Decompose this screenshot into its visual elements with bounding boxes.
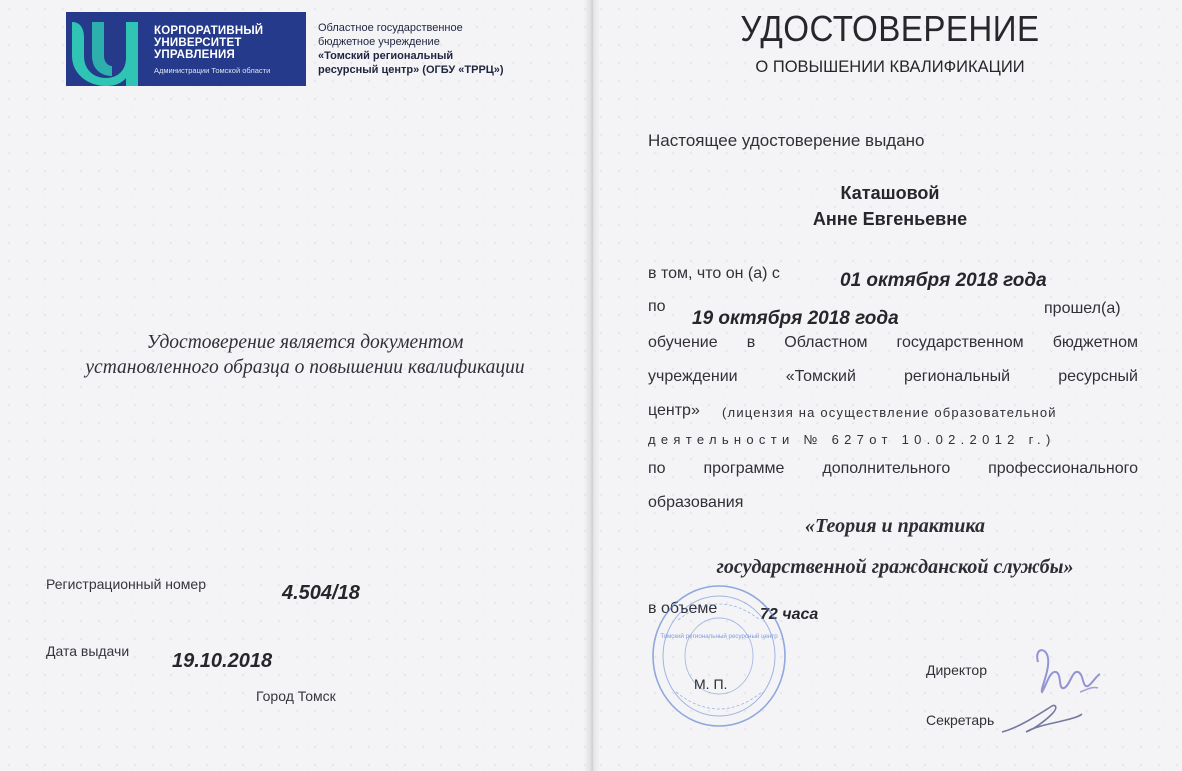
- director-label: Директор: [926, 662, 987, 678]
- body-line-5: по программе дополнительного профессионального: [648, 460, 1138, 477]
- logo-title: [154, 25, 304, 61]
- statement-line-2: установленного образца о повышении квалификации: [85, 357, 525, 378]
- volume-value: 72 часа: [760, 606, 819, 623]
- start-date: 01 октября 2018 года: [840, 270, 1047, 291]
- statement-line-1: Удостоверение является документом: [146, 332, 464, 353]
- official-stamp: [648, 580, 790, 730]
- logo-line-3: УПРАВЛЕНИЯ: [154, 49, 235, 61]
- issue-date-value: 19.10.2018: [172, 650, 273, 672]
- secretary-signature: [996, 696, 1086, 740]
- document-subtitle: О ПОВЫШЕНИИ КВАЛИФИКАЦИИ: [755, 58, 1025, 76]
- registration-label: Регистрационный номер: [46, 576, 206, 592]
- registration-number: 4.504/18: [282, 582, 360, 604]
- passed-label: прошел(а): [1044, 300, 1121, 317]
- org-line-2: бюджетное учреждение: [318, 36, 440, 48]
- body-line-3a: центр»: [648, 402, 700, 419]
- body-line-3b: (лицензия на осуществление образовательной: [722, 405, 1057, 420]
- volume-label: в объеме: [648, 600, 718, 617]
- director-signature: [1020, 640, 1110, 700]
- issued-to-label: Настоящее удостоверение выдано: [648, 131, 925, 150]
- stamp-org-text: Томский региональный ресурсный центр: [660, 633, 778, 640]
- org-line-4: ресурсный центр» (ОГБУ «ТРРЦ»): [318, 64, 504, 76]
- body-line-6: образования: [648, 494, 744, 511]
- university-logo: [66, 12, 306, 86]
- logo-line-2: УНИВЕРСИТЕТ: [154, 37, 242, 49]
- logo-line-1: КОРПОРАТИВНЫЙ: [154, 25, 264, 37]
- from-label: в том, что он (а) с: [648, 265, 780, 282]
- validity-statement: [20, 330, 590, 380]
- secretary-label: Секретарь: [926, 712, 995, 728]
- city-label: Город Томск: [256, 688, 336, 704]
- to-label: по: [648, 298, 666, 315]
- issue-date-label: Дата выдачи: [46, 643, 130, 659]
- stamp-mp-label: М. П.: [694, 676, 728, 692]
- program-title-line-2: государственной гражданской службы»: [716, 556, 1074, 578]
- body-line-1: обучение в Областном государственном бюджетном: [648, 334, 1138, 351]
- book-spine: [584, 0, 600, 771]
- body-line-4: деятельности № 627от 10.02.2012 г.): [648, 432, 1056, 447]
- organization-name: [318, 21, 528, 77]
- document-title: УДОСТОВЕРЕНИЕ: [740, 8, 1040, 49]
- org-line-3: «Томский региональный: [318, 50, 454, 62]
- recipient-surname: Каташовой: [840, 183, 940, 203]
- end-date: 19 октября 2018 года: [692, 308, 899, 329]
- program-title-line-1: «Теория и практика: [805, 515, 985, 537]
- logo-u-icon: [66, 12, 152, 86]
- org-line-1: Областное государственное: [318, 22, 463, 34]
- logo-subtitle: Администрации Томской области: [154, 66, 271, 75]
- body-line-2: учреждении «Томский региональный ресурсный: [648, 368, 1138, 385]
- recipient-name: Анне Евгеньевне: [812, 209, 968, 229]
